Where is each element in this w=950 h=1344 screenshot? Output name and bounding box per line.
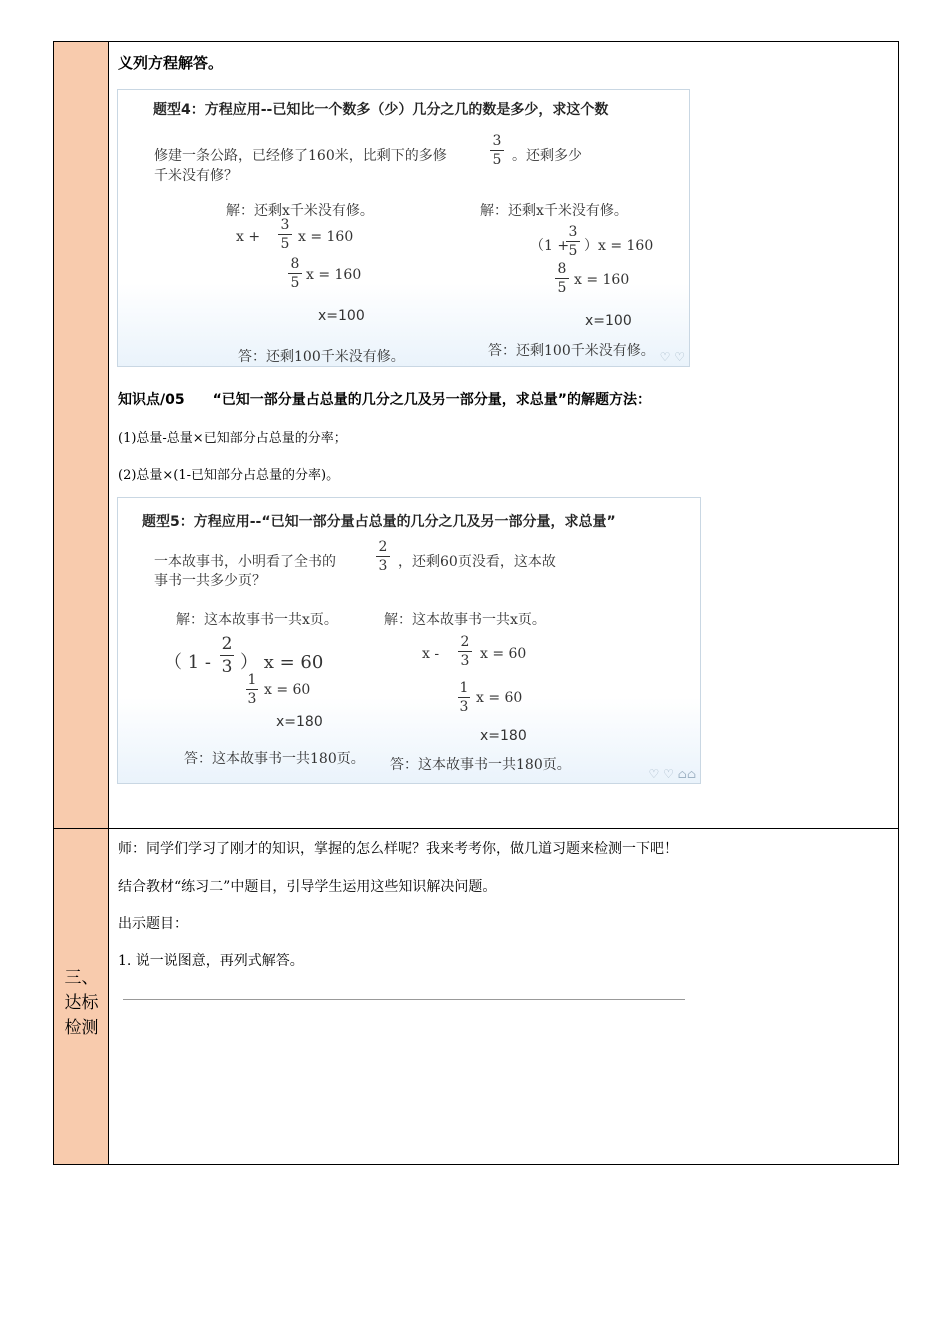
type4-left-result: x=100: [318, 308, 365, 324]
fraction-denominator: 3: [221, 657, 233, 677]
type4-left-eq2-rest: x = 160: [306, 267, 362, 283]
type5-problem-a: 一本故事书，小明看了全书的: [154, 554, 336, 570]
type5-right-eq1-x: x -: [422, 646, 440, 662]
textbook-line: 结合教材“练习二”中题目，引导学生运用这些知识解决问题。: [118, 879, 497, 895]
fraction-numerator: 2: [460, 634, 470, 650]
type5-right-eq2-fraction: [458, 680, 470, 715]
type5-left-eq1-rest: ） x = 60: [240, 652, 324, 673]
fraction-numerator: 2: [221, 634, 233, 654]
type4-right-result: x=100: [585, 313, 632, 329]
type4-problem-a: 修建一条公路，已经修了160米，比剩下的多修: [154, 148, 447, 164]
type4-left-eq1-fraction: [278, 217, 292, 252]
section-label-line2: 达标: [64, 993, 99, 1013]
type4-right-eq2-fraction: [555, 261, 569, 296]
type4-left-eq1-x: x +: [236, 229, 261, 245]
show-line: 出示题目：: [118, 916, 188, 932]
type5-left-result: x=180: [276, 714, 323, 730]
fraction-denominator: 5: [290, 275, 300, 291]
type5-left-eq1-fraction: [220, 634, 234, 677]
type5-right-answer: 答：这本故事书一共180页。: [390, 757, 571, 773]
type5-right-eq1-fraction: [458, 634, 472, 669]
kp05-heading: 知识点/05 “已知一部分量占总量的几分之几及另一部分量，求总量”的解题方法：: [118, 392, 651, 408]
type5-right-eq2-rest: x = 60: [476, 690, 523, 706]
teacher-line: 师：同学们学习了刚才的知识，掌握的怎么样呢？我来考考你，做几道习题来检测一下吧！: [118, 841, 678, 857]
type4-left-eq2-fraction: [288, 256, 302, 291]
fraction-numerator: 8: [557, 261, 567, 277]
fraction-denominator: 5: [492, 152, 502, 168]
fraction-numerator: 2: [378, 539, 388, 555]
question-1: 1. 说一说图意，再列式解答。: [118, 953, 304, 969]
fraction-denominator: 5: [280, 236, 290, 252]
fraction-numerator: 3: [492, 133, 502, 149]
fraction-numerator: 8: [290, 256, 300, 272]
section-label-line1: 三、: [64, 968, 99, 988]
hearts-decoration-icon: ♡ ♡ ⌂⌂: [648, 767, 696, 781]
type4-right-answer: 答：还剩100千米没有修。: [488, 343, 655, 359]
type5-left-solve: 解：这本故事书一共x页。: [176, 612, 338, 628]
type5-title: 题型5：方程应用--“已知一部分量占总量的几分之几及另一部分量，求总量”: [142, 514, 616, 530]
type4-right-eq1-open: （1 +: [530, 238, 570, 254]
type5-right-eq1-rest: x = 60: [480, 646, 527, 662]
row1-side-cell: [54, 42, 109, 828]
fraction-numerator: 3: [280, 217, 290, 233]
type4-figure: [117, 89, 690, 367]
fraction-denominator: 3: [459, 699, 469, 715]
type4-right-solve: 解：还剩x千米没有修。: [480, 203, 628, 219]
type5-figure: [117, 497, 701, 784]
type4-right-eq1-rest: ）x = 160: [584, 238, 654, 254]
fraction-numerator: 1: [247, 672, 257, 688]
type5-left-eq2-fraction: [246, 672, 258, 707]
row-divider: [54, 828, 898, 829]
fraction-denominator: 3: [460, 653, 470, 669]
type4-problem-fraction: [490, 133, 504, 168]
type5-problem-fraction: [376, 539, 390, 574]
fraction-numerator: 3: [568, 224, 578, 240]
section-label-line3: 检测: [64, 1018, 99, 1038]
type4-right-eq2-rest: x = 160: [574, 272, 630, 288]
section-label: [54, 966, 109, 1041]
type4-title: 题型4：方程应用--已知比一个数多（少）几分之几的数是多少，求这个数: [153, 102, 609, 118]
type5-right-result: x=180: [480, 728, 527, 744]
type4-problem-b: 。还剩多少: [512, 148, 582, 164]
type4-problem-c: 千米没有修？: [154, 168, 238, 184]
fraction-denominator: 5: [568, 243, 578, 259]
type4-left-solve: 解：还剩x千米没有修。: [226, 203, 374, 219]
type5-left-answer: 答：这本故事书一共180页。: [184, 751, 365, 767]
fraction-denominator: 3: [247, 691, 257, 707]
type4-right-eq1-fraction: [566, 224, 580, 259]
type5-right-solve: 解：这本故事书一共x页。: [384, 612, 546, 628]
type5-left-eq2-rest: x = 60: [264, 682, 311, 698]
fraction-numerator: 1: [459, 680, 469, 696]
type4-left-answer: 答：还剩100千米没有修。: [238, 349, 405, 365]
answer-line: [123, 999, 685, 1000]
type4-left-eq1-rest: x = 160: [298, 229, 354, 245]
kp05-method1: (1)总量-总量×已知部分占总量的分率；: [118, 431, 347, 446]
hearts-decoration-icon: ♡ ♡: [659, 350, 685, 364]
fraction-denominator: 3: [378, 558, 388, 574]
type5-left-eq1-open: （ 1 -: [164, 652, 211, 673]
row2-side-cell: [54, 829, 109, 1164]
kp05-method2: (2)总量×(1-已知部分占总量的分率)。: [118, 468, 340, 483]
intro-text: 义列方程解答。: [118, 54, 224, 72]
type5-problem-c: 事书一共多少页？: [154, 573, 266, 589]
fraction-denominator: 5: [557, 280, 567, 296]
type5-problem-b: ，还剩60页没看，这本故: [398, 554, 556, 570]
